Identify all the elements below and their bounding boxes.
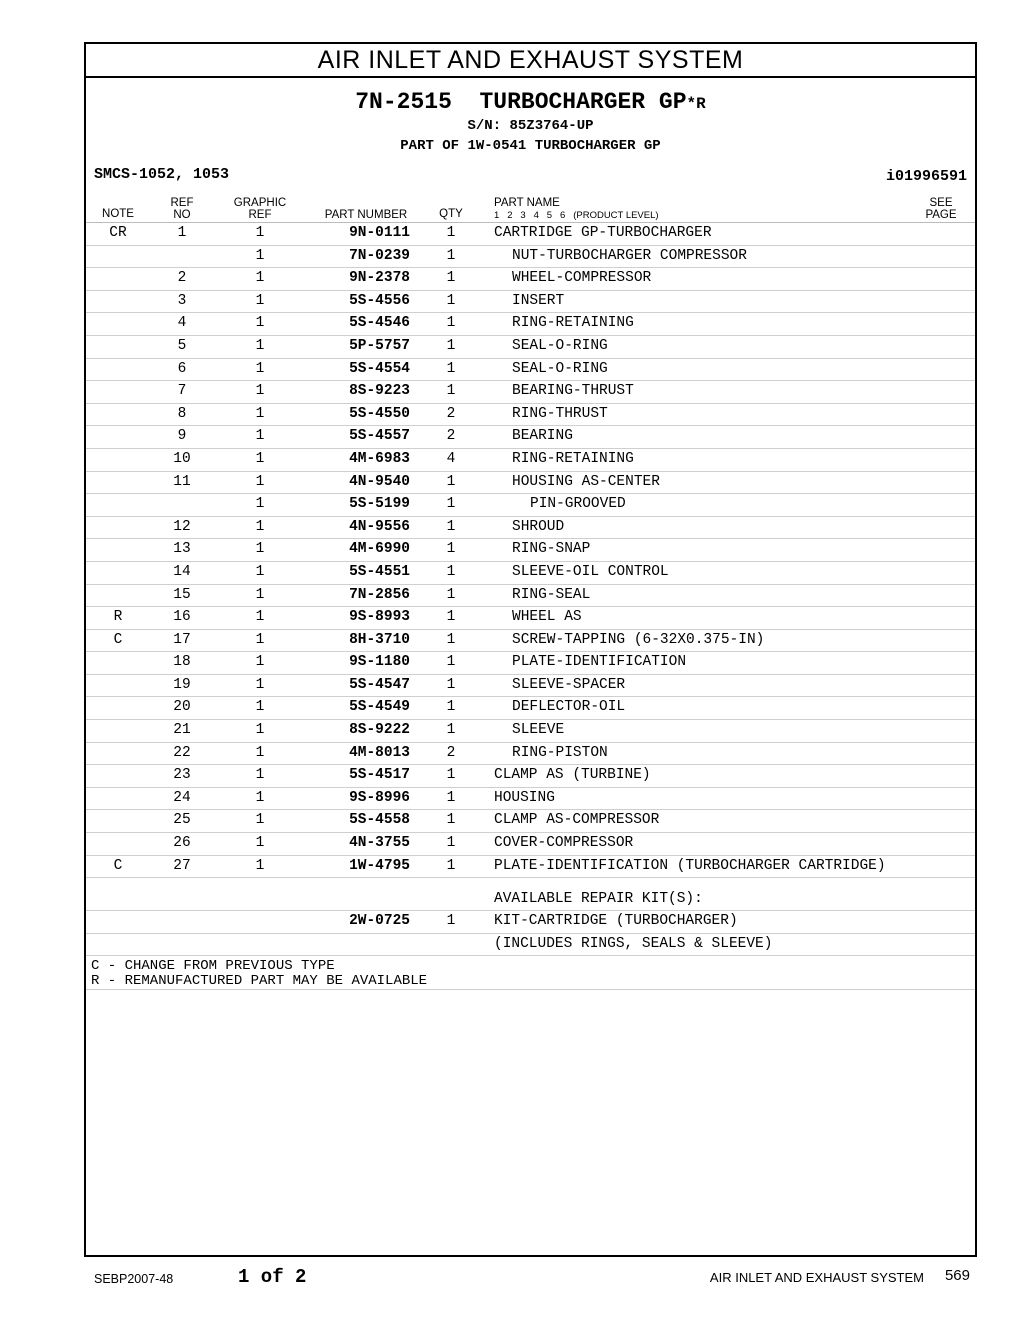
qty-cell: 1: [446, 541, 456, 558]
table-row: [86, 607, 975, 630]
table-row: [86, 246, 975, 269]
part-name-cell: CARTRIDGE GP-TURBOCHARGER: [494, 225, 712, 241]
group-name: TURBOCHARGER GP: [479, 89, 687, 115]
table-row: [86, 313, 975, 336]
part-name-cell: SEAL-O-RING: [512, 337, 608, 354]
qty-cell: 1: [446, 270, 456, 287]
part-name-cell: RING-RETAINING: [512, 315, 634, 332]
table-row: [86, 833, 975, 856]
part-name-cell: PLATE-IDENTIFICATION: [512, 654, 687, 671]
ref-no-cell: 7: [177, 383, 187, 400]
part-number-cell: 4M-6990: [349, 541, 410, 558]
part-name-cell: NUT-TURBOCHARGER COMPRESSOR: [512, 247, 747, 264]
part-number-cell: 9S-8996: [349, 789, 410, 806]
note-cell: C: [113, 631, 123, 648]
qty-cell: 1: [446, 518, 456, 535]
qty-cell: 1: [446, 383, 456, 400]
ref-no-cell: 14: [173, 563, 191, 580]
graphic-ref-cell: 1: [255, 586, 265, 603]
part-name-cell: RING-PISTON: [512, 744, 608, 761]
qty-cell: 1: [446, 631, 456, 648]
part-name-cell: INSERT: [512, 292, 565, 309]
ref-no-cell: 19: [173, 676, 191, 693]
part-number-cell: 4M-8013: [349, 744, 410, 761]
graphic-ref-cell: 1: [255, 315, 265, 332]
part-number-cell: 5S-4517: [349, 767, 410, 784]
qty-cell: 1: [446, 586, 456, 603]
graphic-ref-cell: 1: [255, 654, 265, 671]
graphic-ref-cell: 1: [255, 225, 265, 241]
part-number-cell: 4M-6983: [349, 450, 410, 467]
part-name-cell: SEAL-O-RING: [512, 360, 608, 377]
table-row: [86, 359, 975, 382]
table-row: [86, 494, 975, 517]
part-number-cell: 4N-9540: [349, 473, 410, 490]
graphic-ref-cell: 1: [255, 428, 265, 445]
graphic-ref-cell: 1: [255, 744, 265, 761]
part-number-cell: 8H-3710: [349, 631, 410, 648]
ref-no-cell: 10: [173, 450, 191, 467]
part-of: PART OF 1W-0541 TURBOCHARGER GP: [400, 138, 661, 154]
table-row: [86, 562, 975, 585]
group-number: 7N-2515: [355, 89, 452, 115]
part-name-cell: COVER-COMPRESSOR: [494, 835, 634, 852]
ref-no-cell: 24: [173, 789, 191, 806]
ref-no-cell: 20: [173, 699, 191, 716]
part-number-cell: 5S-4558: [349, 812, 410, 829]
part-number-cell: 5S-4551: [349, 563, 410, 580]
graphic-ref-cell: 1: [255, 631, 265, 648]
table-row: [86, 426, 975, 449]
ref-no-cell: 12: [173, 518, 191, 535]
part-name-cell: WHEEL AS: [512, 609, 582, 626]
part-name-cell: DEFLECTOR-OIL: [512, 699, 626, 716]
graphic-ref-cell: 1: [255, 496, 265, 513]
note-reman: R - REMANUFACTURED PART MAY BE AVAILABLE: [91, 973, 428, 990]
qty-cell: 1: [446, 789, 456, 806]
ref-no-cell: 22: [173, 744, 191, 761]
group-title: [86, 88, 975, 118]
col-note: NOTE: [102, 208, 134, 220]
table-row: [86, 336, 975, 359]
col-part-name: PART NAME 1 2 3 4 5 6 (PRODUCT LEVEL): [494, 197, 659, 221]
graphic-ref-cell: 1: [255, 722, 265, 739]
part-number-cell: 5S-5199: [349, 496, 410, 513]
table-row: [86, 585, 975, 608]
ref-no-cell: 9: [177, 428, 187, 445]
part-name-cell: HOUSING: [494, 789, 555, 806]
graphic-ref-cell: 1: [255, 473, 265, 490]
table-row: [86, 449, 975, 472]
qty-cell: 1: [446, 676, 456, 693]
ref-no-cell: 6: [177, 360, 187, 377]
qty-cell: 1: [446, 247, 456, 264]
part-name-cell: BEARING-THRUST: [512, 383, 634, 400]
graphic-ref-cell: 1: [255, 292, 265, 309]
ref-no-cell: 5: [177, 337, 187, 354]
parts-table: [86, 223, 975, 878]
part-number-cell: 9N-2378: [349, 270, 410, 287]
qty-cell: 1: [446, 654, 456, 671]
col-graphic-ref: GRAPHIC REF: [233, 197, 287, 221]
part-name-cell: CLAMP AS-COMPRESSOR: [494, 812, 660, 829]
col-part-number: PART NUMBER: [324, 209, 408, 221]
graphic-ref-cell: 1: [255, 270, 265, 287]
qty-cell: 1: [446, 292, 456, 309]
part-name-cell: SCREW-TAPPING (6-32X0.375-IN): [512, 631, 765, 648]
graphic-ref-cell: 1: [255, 767, 265, 784]
note-cell: R: [113, 609, 123, 626]
table-row: [86, 652, 975, 675]
column-headers: [86, 194, 975, 223]
table-row: [86, 765, 975, 788]
ref-no-cell: 13: [173, 541, 191, 558]
kit-includes: (INCLUDES RINGS, SEALS & SLEEVE): [494, 935, 773, 952]
graphic-ref-cell: 1: [255, 676, 265, 693]
table-row: [86, 472, 975, 495]
ref-no-cell: 11: [173, 473, 191, 490]
group-suffix: *R: [686, 95, 706, 113]
col-see-page: SEE PAGE: [925, 197, 957, 221]
graphic-ref-cell: 1: [255, 609, 265, 626]
qty-cell: 1: [446, 767, 456, 784]
ref-no-cell: 2: [177, 270, 187, 287]
part-number-cell: 5S-4554: [349, 360, 410, 377]
table-row: [86, 788, 975, 811]
qty-cell: 2: [446, 428, 456, 445]
serial-number: S/N: 85Z3764-UP: [467, 118, 594, 134]
note-change: C - CHANGE FROM PREVIOUS TYPE: [91, 958, 335, 975]
graphic-ref-cell: 1: [255, 337, 265, 354]
group-header: [86, 78, 975, 154]
part-name-cell: PLATE-IDENTIFICATION (TURBOCHARGER CARTRIDGE): [494, 857, 886, 874]
part-name-cell: SLEEVE: [512, 722, 565, 739]
kit-heading: AVAILABLE REPAIR KIT(S):: [494, 891, 703, 908]
part-name-cell: RING-SNAP: [512, 541, 591, 558]
smcs-row: [86, 148, 975, 194]
table-row: [86, 630, 975, 653]
page-count: 1 of 2: [238, 1266, 307, 1288]
note-cell: C: [113, 857, 123, 874]
kit-row: [86, 911, 975, 934]
part-number-cell: 5S-4547: [349, 676, 410, 693]
kit-includes-row: [86, 934, 975, 957]
part-number-cell: 4N-9556: [349, 518, 410, 535]
notes-legend: [86, 956, 975, 990]
table-row: [86, 810, 975, 833]
graphic-ref-cell: 1: [255, 518, 265, 535]
qty-cell: 1: [446, 563, 456, 580]
qty-cell: 1: [446, 722, 456, 739]
footer-section: AIR INLET AND EXHAUST SYSTEM: [709, 1270, 924, 1285]
ref-no-cell: 3: [177, 292, 187, 309]
graphic-ref-cell: 1: [255, 563, 265, 580]
ref-no-cell: 25: [173, 812, 191, 829]
graphic-ref-cell: 1: [255, 360, 265, 377]
qty-cell: 1: [446, 699, 456, 716]
page-number: 569: [944, 1267, 970, 1284]
part-number-cell: 9N-0111: [349, 225, 410, 241]
kit-name: KIT-CARTRIDGE (TURBOCHARGER): [494, 913, 738, 930]
qty-cell: 1: [446, 360, 456, 377]
table-row: [86, 517, 975, 540]
ref-no-cell: 8: [177, 405, 187, 422]
qty-cell: 4: [446, 450, 456, 467]
col-ref-no: REF NO: [170, 197, 194, 221]
part-number-cell: 9S-1180: [349, 654, 410, 671]
graphic-ref-cell: 1: [255, 383, 265, 400]
part-number-cell: 7N-2856: [349, 586, 410, 603]
part-number-cell: 9S-8993: [349, 609, 410, 626]
part-name-cell: SLEEVE-SPACER: [512, 676, 626, 693]
graphic-ref-cell: 1: [255, 835, 265, 852]
illustration-id: i01996591: [885, 168, 967, 185]
graphic-ref-cell: 1: [255, 247, 265, 264]
qty-cell: 2: [446, 744, 456, 761]
smcs-code: SMCS-1052, 1053: [94, 166, 230, 183]
page-footer: [0, 1262, 1020, 1292]
part-number-cell: 5P-5757: [349, 337, 410, 354]
table-row: [86, 268, 975, 291]
ref-no-cell: 27: [173, 857, 191, 874]
part-number-cell: 1W-4795: [349, 857, 410, 874]
note-cell: CR: [109, 225, 127, 241]
part-name-cell: BEARING: [512, 428, 573, 445]
parts-list-frame: [84, 42, 977, 1257]
ref-no-cell: 23: [173, 767, 191, 784]
ref-no-cell: 18: [173, 654, 191, 671]
table-row: [86, 223, 975, 246]
graphic-ref-cell: 1: [255, 812, 265, 829]
doc-id: SEBP2007-48: [94, 1272, 174, 1286]
table-row: [86, 381, 975, 404]
table-row: [86, 697, 975, 720]
table-row: [86, 404, 975, 427]
qty-cell: 1: [446, 225, 456, 241]
kit-part-number: 2W-0725: [349, 913, 410, 930]
part-number-cell: 5S-4549: [349, 699, 410, 716]
part-name-cell: WHEEL-COMPRESSOR: [512, 270, 652, 287]
table-row: [86, 675, 975, 698]
qty-cell: 1: [446, 835, 456, 852]
table-row: [86, 291, 975, 314]
part-name-cell: CLAMP AS (TURBINE): [494, 767, 651, 784]
col-qty: QTY: [439, 208, 463, 220]
ref-no-cell: 16: [173, 609, 191, 626]
qty-cell: 1: [446, 337, 456, 354]
graphic-ref-cell: 1: [255, 450, 265, 467]
graphic-ref-cell: 1: [255, 699, 265, 716]
qty-cell: 2: [446, 405, 456, 422]
part-name-cell: RING-SEAL: [512, 586, 591, 603]
ref-no-cell: 15: [173, 586, 191, 603]
ref-no-cell: 4: [177, 315, 187, 332]
part-name-cell: PIN-GROOVED: [530, 496, 626, 513]
table-row: [86, 856, 975, 879]
graphic-ref-cell: 1: [255, 857, 265, 874]
ref-no-cell: 26: [173, 835, 191, 852]
qty-cell: 1: [446, 609, 456, 626]
part-name-cell: HOUSING AS-CENTER: [512, 473, 660, 490]
part-number-cell: 8S-9222: [349, 722, 410, 739]
qty-cell: 1: [446, 315, 456, 332]
part-name-cell: SHROUD: [512, 518, 565, 535]
part-number-cell: 7N-0239: [349, 247, 410, 264]
part-number-cell: 4N-3755: [349, 835, 410, 852]
graphic-ref-cell: 1: [255, 405, 265, 422]
part-name-cell: RING-THRUST: [512, 405, 608, 422]
kit-heading-row: [86, 878, 975, 911]
graphic-ref-cell: 1: [255, 541, 265, 558]
ref-no-cell: 21: [173, 722, 191, 739]
table-row: [86, 720, 975, 743]
part-number-cell: 8S-9223: [349, 383, 410, 400]
table-row: [86, 539, 975, 562]
part-number-cell: 5S-4546: [349, 315, 410, 332]
part-number-cell: 5S-4557: [349, 428, 410, 445]
part-name-cell: SLEEVE-OIL CONTROL: [512, 563, 669, 580]
part-number-cell: 5S-4550: [349, 405, 410, 422]
part-name-cell: RING-RETAINING: [512, 450, 634, 467]
table-row: [86, 743, 975, 766]
part-number-cell: 5S-4556: [349, 292, 410, 309]
qty-cell: 1: [446, 857, 456, 874]
qty-cell: 1: [446, 812, 456, 829]
ref-no-cell: 1: [177, 225, 187, 241]
qty-cell: 1: [446, 496, 456, 513]
kit-qty: 1: [446, 913, 456, 930]
section-title: AIR INLET AND EXHAUST SYSTEM: [86, 44, 975, 78]
graphic-ref-cell: 1: [255, 789, 265, 806]
qty-cell: 1: [446, 473, 456, 490]
ref-no-cell: 17: [173, 631, 191, 648]
